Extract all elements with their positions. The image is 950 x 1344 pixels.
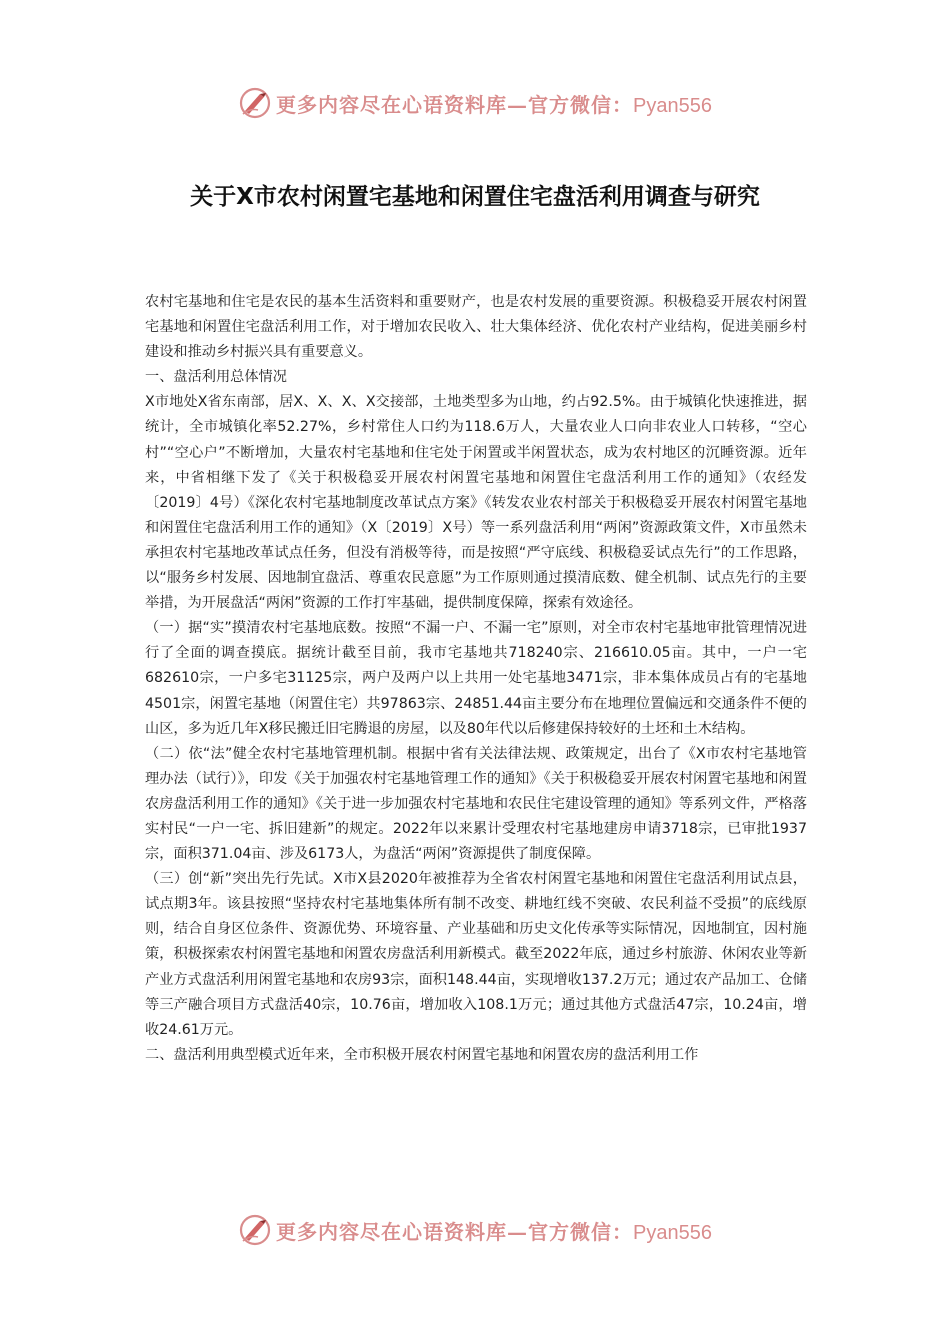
- section-heading-2: 二、盘活利用典型模式近年来，全市积极开展农村闲置宅基地和闲置农房的盘活利用工作: [145, 1046, 699, 1063]
- watermark-wechat-id: Pyan556: [633, 1221, 712, 1244]
- document-body: [145, 290, 807, 1200]
- pen-circle-logo-icon: [238, 1213, 272, 1247]
- paragraph-overview: X市地处X省东南部，居X、X、X、X交接部，土地类型多为山地，约占92.5%。由于城镇化快速推进，据统计，全市城镇化率52.27%，乡村常住人口约为118.6万人，大量农业人口向非农业人口转移，“空心村”“空心户”不断增加，大量农村宅基地和住宅处于闲置或半闲置状态，成为农村地区的沉睡资源。近年来，中省相继下发了《关于积极稳妥开展农村闲置宅基地和闲置住宅盘活利用工作的通知》（农经发〔2019〕4号）《深化农村宅基地制度改革试点方案》《转发农业农村部关于积极稳妥开展农村闲置宅基地和闲置住宅盘活利用工作的通知》（X〔2019〕X号）等一系列盘活利用“两闲”资源政策文件，X市虽然未承担农村宅基地改革试点任务，但没有消极等待，而是按照“严守底线、积极稳妥试点先行”的工作思路，以“服务乡村发展、因地制宜盘活、尊重农民意愿”为工作原则通过摸清底数、健全机制、试点先行的主要举措，为开展盘活“两闲”资源的工作打牢基础，提供制度保障，探索有效途径。: [145, 394, 807, 612]
- watermark-text: 更多内容尽在心语资料库—官方微信：Pyan556: [276, 92, 712, 117]
- watermark-banner-top: [0, 83, 950, 123]
- watermark-wechat-id: Pyan556: [633, 94, 712, 117]
- section-heading-1: 一、盘活利用总体情况: [145, 369, 287, 386]
- watermark-text: 更多内容尽在心语资料库—官方微信：Pyan556: [276, 1219, 712, 1244]
- document-title: 关于X市农村闲置宅基地和闲置住宅盘活利用调查与研究: [190, 184, 760, 210]
- paragraph-item-1: （一）据“实”摸清农村宅基地底数。按照“不漏一户、不漏一宅”原则，对全市农村宅基地审批管理情况进行了全面的调查摸底。据统计截至目前，我市宅基地共718240宗、216610.05亩。其中，一户一宅682610宗，一户多宅31125宗，两户及两户以上共用一处宅基地3471宗，非本集体成员占有的宅基地4501宗，闲置宅基地（闲置住宅）共97863宗、24851.44亩主要分布在地理位置偏远和交通条件不便的山区，多为近几年X移民搬迁旧宅腾退的房屋，以及80年代以后修建保持较好的土坯和土木结构。: [145, 620, 807, 737]
- paragraph-intro: 农村宅基地和住宅是农民的基本生活资料和重要财产，也是农村发展的重要资源。积极稳妥开展农村闲置宅基地和闲置住宅盘活利用工作，对于增加农民收入、壮大集体经济、优化农村产业结构，促进美丽乡村建设和推动乡村振兴具有重要意义。: [145, 294, 807, 361]
- paragraph-item-2: （二）依“法”健全农村宅基地管理机制。根据中省有关法律法规、政策规定，出台了《X市农村宅基地管理办法（试行）》，印发《关于加强农村宅基地管理工作的通知》《关于积极稳妥开展农村闲置宅基地和闲置农房盘活利用工作的通知》《关于进一步加强农村宅基地和农民住宅建设管理的通知》等系列文件，严格落实村民“一户一宅、拆旧建新”的规定。2022年以来累计受理农村宅基地建房申请3718宗，已审批1937宗，面积371.04亩、涉及6173人，为盘活“两闲”资源提供了制度保障。: [145, 745, 807, 863]
- watermark-banner-bottom: [0, 1210, 950, 1250]
- paragraph-item-3: （三）创“新”突出先行先试。X市X县2020年被推荐为全省农村闲置宅基地和闲置住宅盘活利用试点县，试点期3年。该县按照“坚持农村宅基地集体所有制不改变、耕地红线不突破、农民利益不受损”的底线原则，结合自身区位条件、资源优势、环境容量、产业基础和历史文化传承等实际情况，因地制宜，因村施策，积极探索农村闲置宅基地和闲置农房盘活利用新模式。截至2022年底，通过乡村旅游、休闲农业等新产业方式盘活利用闲置宅基地和农房93宗，面积148.44亩，实现增收137.2万元；通过农产品加工、仓储等三产融合项目方式盘活40宗，10.76亩，增加收入108.1万元；通过其他方式盘活47宗，10.24亩，增收24.61万元。: [145, 871, 807, 1038]
- pen-circle-logo-icon: [238, 86, 272, 120]
